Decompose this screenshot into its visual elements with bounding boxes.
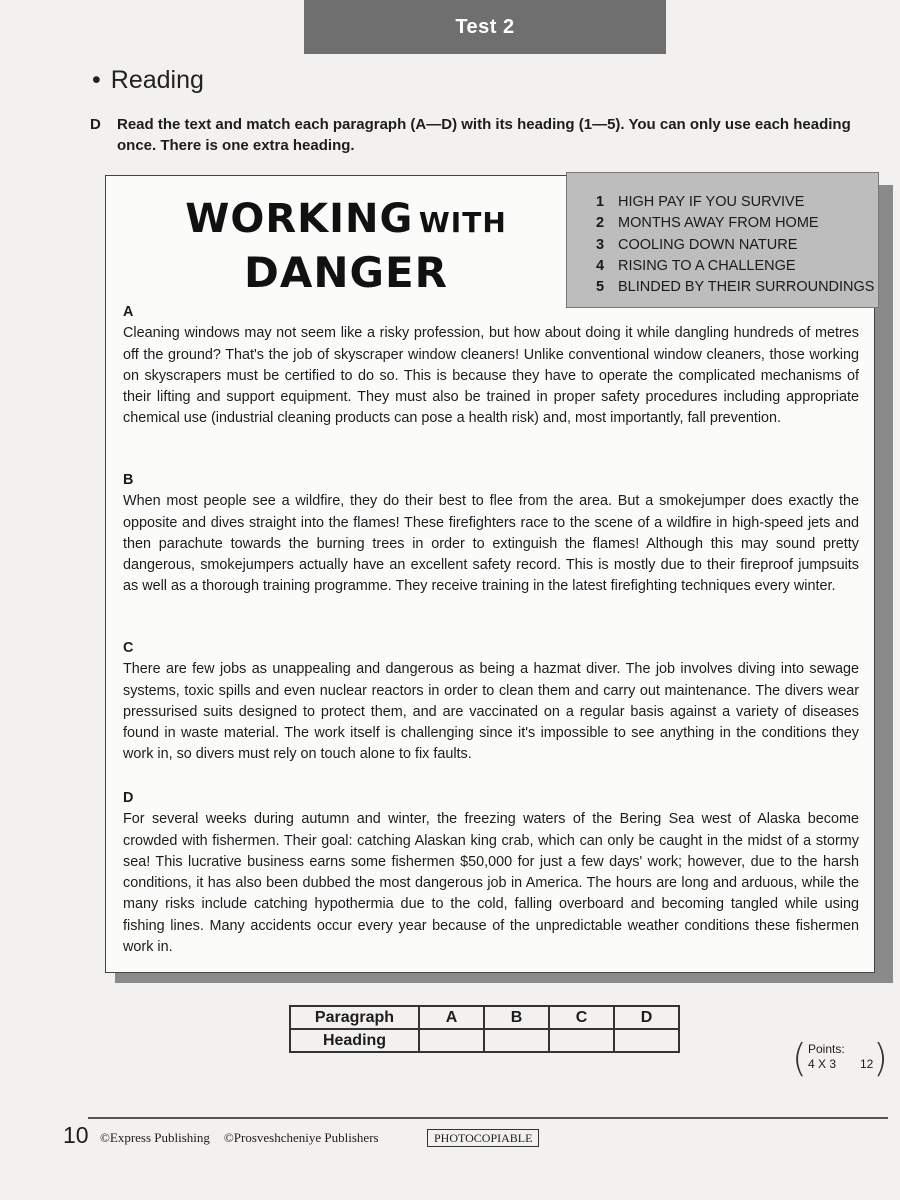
answer-table-row-paragraph [290,1006,679,1029]
answer-column-header: A [419,1006,484,1029]
close-paren-icon: ) [873,1036,888,1080]
heading-item: 4 RISING TO A CHALLENGE [596,257,796,274]
paragraph-letter: D [123,790,134,806]
paragraph-b [123,470,859,598]
paragraph-letter: C [123,640,134,656]
open-paren-icon: ( [792,1036,807,1080]
answer-cell-d[interactable] [614,1029,679,1052]
paragraph-text: When most people see a wildfire, they do their best to flee from the area. But a smokejumper does exactly the opposite and dives straight into the flames! These firefighters race to the scene of a wildfire in high-speed jets and then parachute towards the burning trees in order to extinguish the flames! Although this may sound pretty dangerous, smokejumpers actually have an excellent safety record. This is mostly due to their fireproof jumpsuits as well as a thorough training programme. They receive training in the latest firefighting techniques every winter. [123,493,859,595]
page-number: 10 [63,1122,89,1148]
section-title-text: Reading [110,66,204,94]
paragraph-a [123,302,859,430]
answer-table-label: Paragraph [290,1006,419,1029]
points-label: Points: [808,1042,845,1056]
answer-table [289,1005,680,1053]
footer-rule [88,1117,888,1119]
paragraph-d [123,788,859,958]
instruction-text: Read the text and match each paragraph (A—D) with its heading (1—5). You can only use each heading once. There is one extra heading. [117,116,851,154]
publisher-1: ©Express Publishing [100,1130,210,1145]
section-title [92,66,204,95]
footer-publishers [100,1130,393,1146]
answer-column-header: C [549,1006,614,1029]
bullet-icon: • [92,66,101,94]
paragraph-letter: A [123,304,134,320]
headline-word-working: WORKING [185,196,414,242]
headline-word-danger: DANGER [243,248,449,297]
paragraph-text: There are few jobs as unappealing and dangerous as being a hazmat diver. The job involves diving into sewage systems, toxic spills and even nuclear reactors in order to clean them and carry out maintenance. The divers wear pressurised suits designed to protect them, and are vaccinated on a regular basis against a variety of diseases found in waste material. The work itself is challenging since it's impossible to see anything in the conditions they work in, so divers must rely on touch alone to fix faults. [123,661,859,763]
headings-list [596,194,874,300]
heading-item: 1 HIGH PAY IF YOU SURVIVE [596,194,805,210]
test-banner: Test 2 [304,0,666,54]
heading-item: 2 MONTHS AWAY FROM HOME [596,215,819,232]
paragraph-letter: B [123,472,134,488]
headline-word-with: WITH [418,206,507,239]
answer-column-header: D [614,1006,679,1029]
paragraph-text: For several weeks during autumn and winter, the freezing waters of the Bering Sea west of Alaska become crowded with fishermen. Their goal: catching Alaskan king crab, which can only be caught in the midst of a stormy sea! This lucrative business earns some fishermen $50,000 for just a few days' work; however, due to the harsh conditions, it has also been dubbed the most dangerous job in America. The hours are long and arduous, while the many risks include catching hypothermia due to the cold, falling overboard and becoming tangled while using fishing lines. Many accidents occur every year because of the unpredictable weather conditions these fishermen work in. [123,811,859,956]
answer-column-header: B [484,1006,549,1029]
paragraph-c [123,638,859,766]
answer-table-label: Heading [290,1029,419,1052]
photocopiable-badge: PHOTOCOPIABLE [427,1129,539,1147]
points-calc: 4 X 3 [808,1057,837,1071]
heading-item: 3 COOLING DOWN NATURE [596,236,798,253]
answer-table-row-heading [290,1029,679,1052]
points-total: 12 [860,1057,874,1071]
points-box [792,1036,888,1080]
instruction-letter: D [90,116,101,133]
answer-cell-a[interactable] [419,1029,484,1052]
answer-cell-b[interactable] [484,1029,549,1052]
paragraph-text: Cleaning windows may not seem like a risky profession, but how about doing it while dangling hundreds of metres off the ground? That's the job of skyscraper window cleaners! Unlike conventional window cleaners, those working on skyscrapers must be certified to do so. This is because they have to operate the complicated mechanisms of their lifting and support equipment. They must also be trained in proper safety procedures including appropriate chemical use (industrial cleaning products can pose a health risk) and, most importantly, fall prevention. [123,325,859,427]
heading-item: 5 BLINDED BY THEIR SURROUNDINGS [596,279,875,296]
answer-cell-c[interactable] [549,1029,614,1052]
publisher-2: ©Prosveshcheniye Publishers [223,1130,379,1145]
article-headline [176,196,516,296]
